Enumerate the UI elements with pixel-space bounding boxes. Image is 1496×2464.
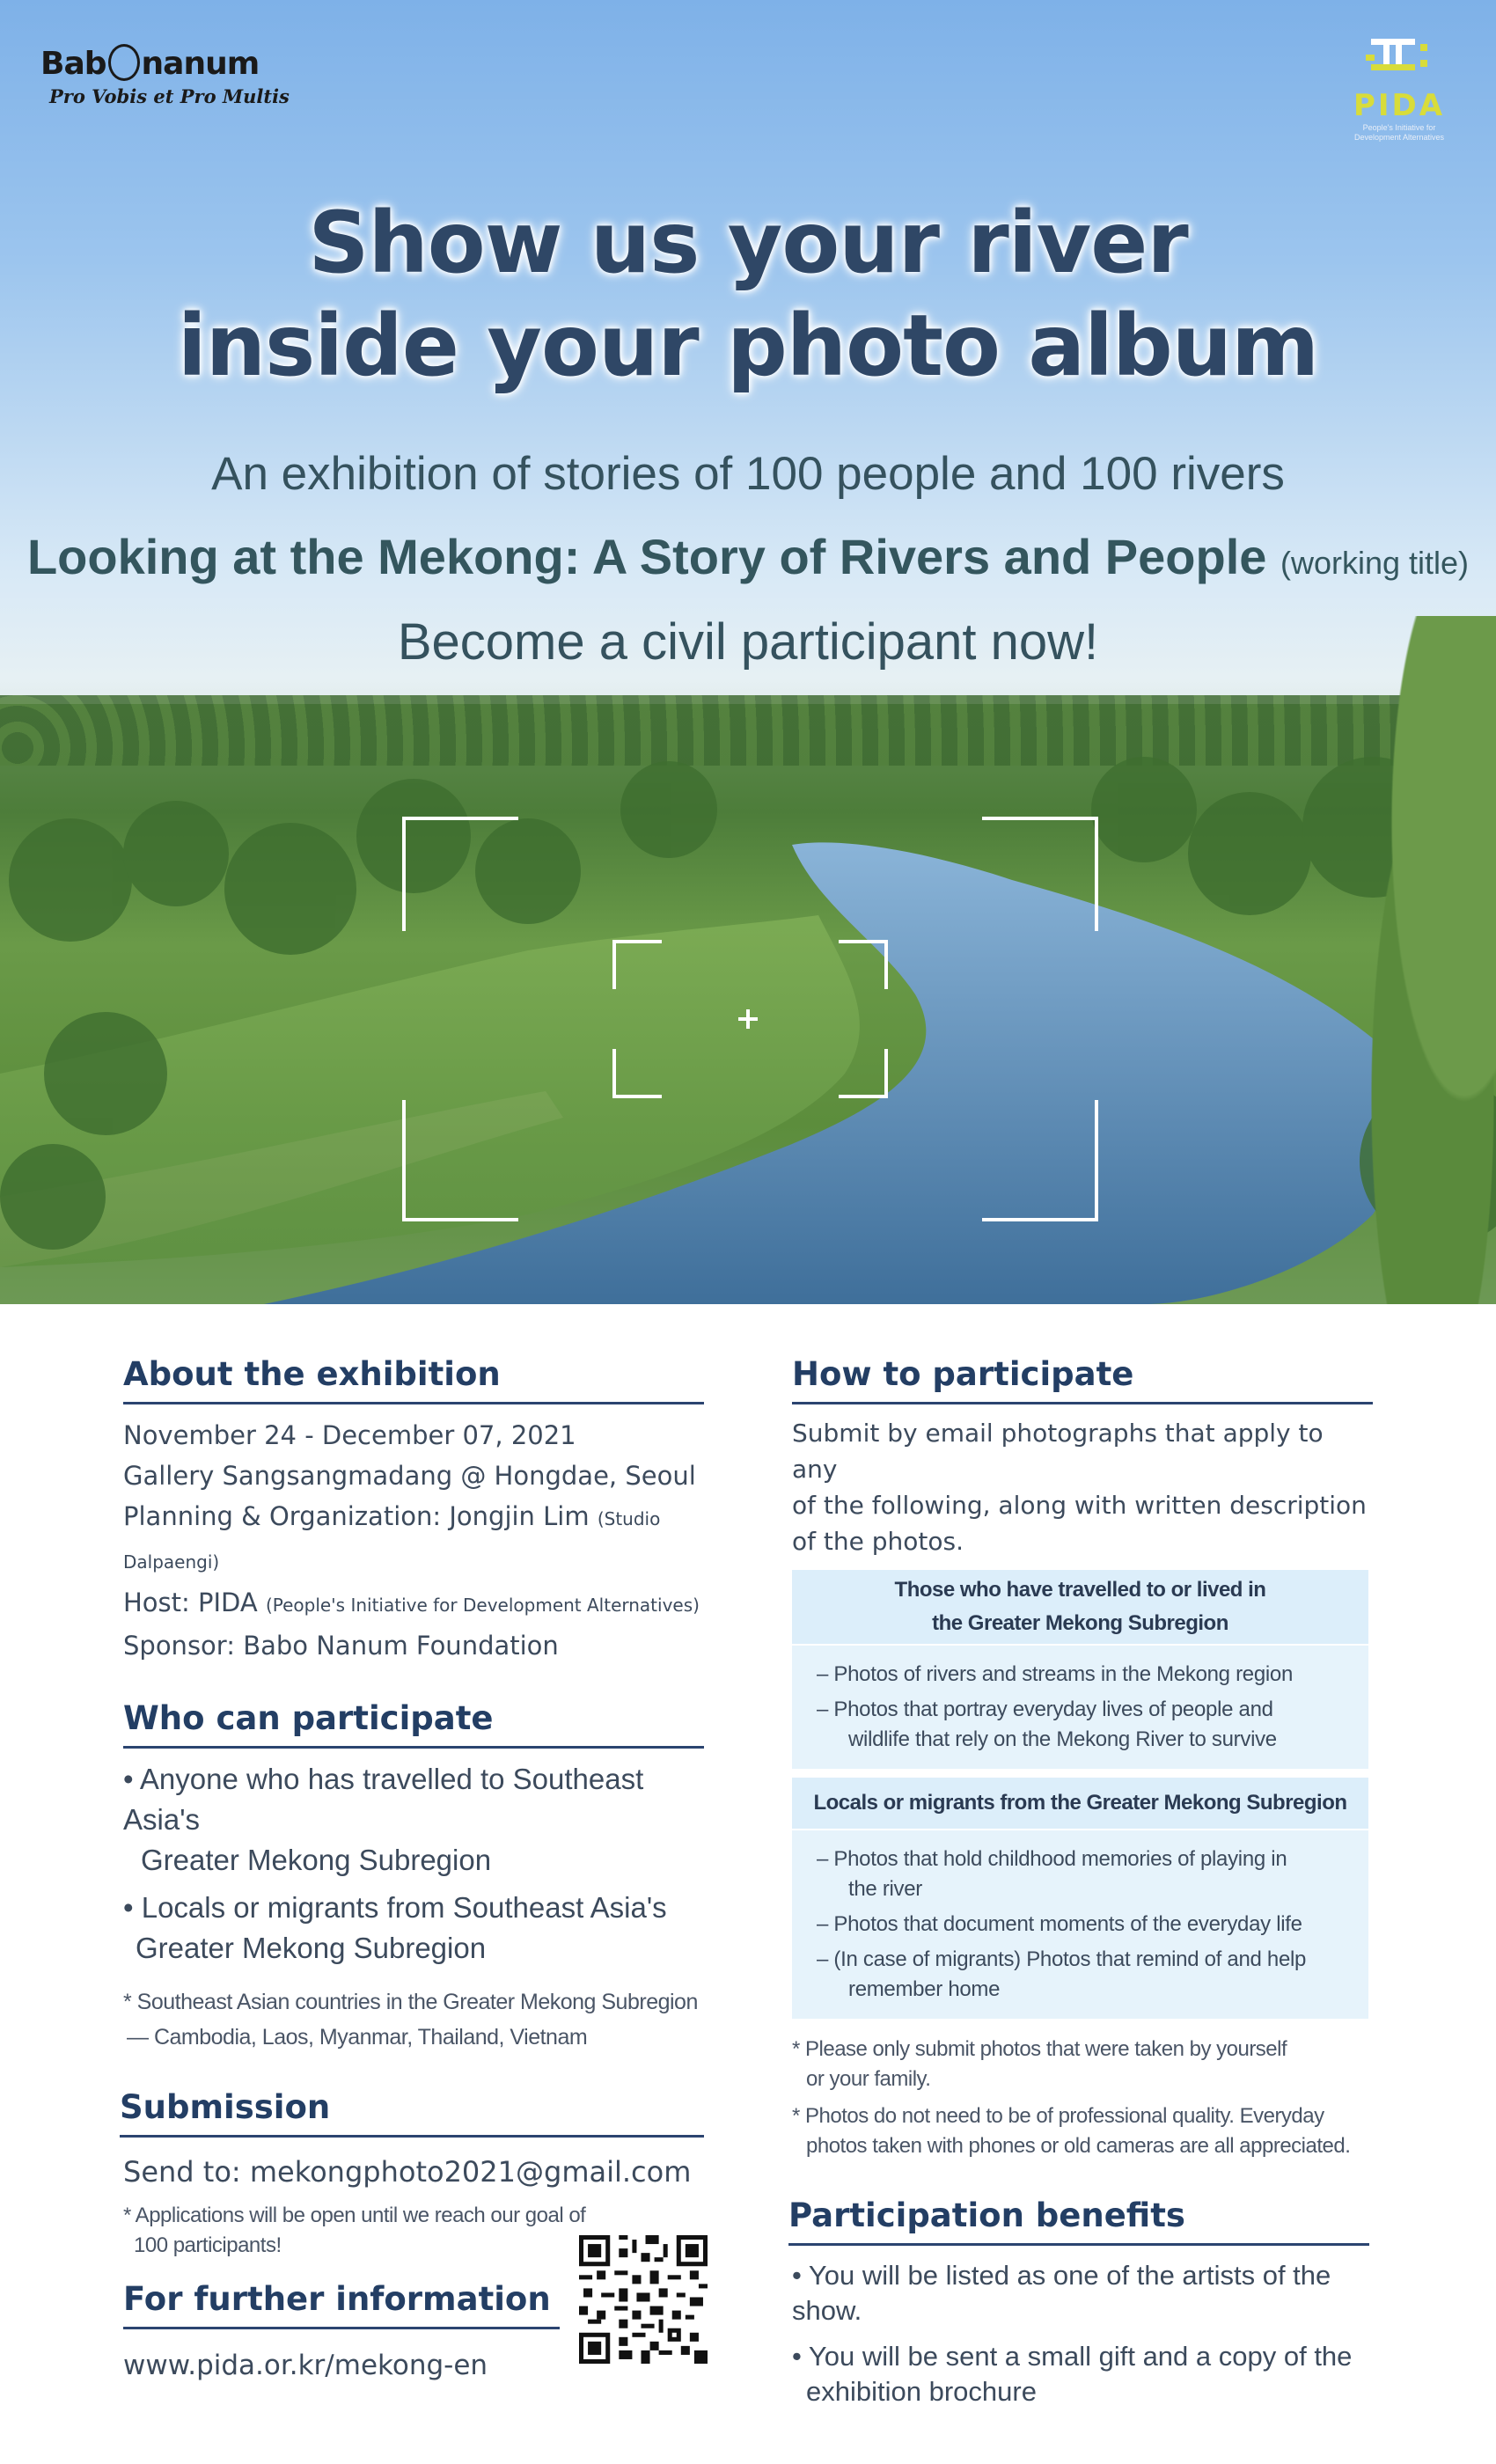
about-dates: November 24 - December 07, 2021 (123, 1420, 576, 1450)
who-note (123, 1984, 704, 2055)
about-planning (123, 1496, 704, 1582)
about-heading: About the exhibition (123, 1355, 704, 1404)
how-note-2 (792, 2101, 1373, 2161)
group-1-heading (792, 1570, 1368, 1644)
how-note-1-line2: or your family. (806, 2067, 931, 2091)
pida-wordmark: PIDA (1353, 88, 1446, 123)
benefit-item-2-line1: • You will be sent a small gift and a copy of the (792, 2341, 1353, 2372)
babo-nanum-logo (40, 46, 290, 107)
list-item (817, 1945, 1351, 2005)
who-item-1-line2: Greater Mekong Subregion (141, 1844, 492, 1876)
how-intro (792, 1415, 1373, 1559)
who-item-1 (123, 1759, 704, 1881)
who-item-2 (123, 1888, 704, 1969)
group-2-list (792, 1829, 1368, 2019)
further-heading: For further information (123, 2280, 560, 2329)
foreground-tree (1338, 616, 1496, 1304)
group-1-heading-line2: the Greater Mekong Subregion (932, 1611, 1228, 1635)
pida-logo (1346, 35, 1452, 143)
group-1-list (792, 1644, 1368, 1769)
hero-subtitle-1: An exhibition of stories of 100 people and 100 rivers (211, 448, 1285, 500)
group-2-item-3-line2: remember home (848, 1977, 1001, 2001)
hero-subtitle-3: Become a civil participant now! (397, 613, 1099, 671)
how-note-2-line2: photos taken with phones or old cameras are all appreciated. (806, 2134, 1351, 2158)
further-url[interactable]: www.pida.or.kr/mekong-en (123, 2350, 488, 2381)
who-item-1-line1: • Anyone who has travelled to Southeast Asia's (123, 1763, 644, 1836)
planning-note: (Studio Dalpaengi) (123, 1508, 661, 1573)
how-intro-line3: of the photos. (792, 1527, 964, 1556)
qr-code-icon[interactable] (579, 2235, 708, 2364)
group-2-item-3-line1: – (In case of migrants) Photos that remind of and help (817, 1947, 1307, 1971)
right-column (788, 1355, 1373, 2409)
who-note-line1: * Southeast Asian countries in the Greater Mekong Subregion (123, 1990, 698, 2014)
group-2-item-1-line2: the river (848, 1877, 922, 1901)
submission-send-to: Send to: mekongphoto2021@gmail.com (123, 2155, 692, 2189)
hero-subtitle-2 (0, 528, 1496, 585)
who-note-line2: — Cambodia, Laos, Myanmar, Thailand, Vietnam (127, 2025, 588, 2050)
list-item (817, 1695, 1351, 1755)
who-item-2-line2: Greater Mekong Subregion (136, 1932, 487, 1964)
group-2-heading: Locals or migrants from the Greater Mekong Subregion (792, 1778, 1368, 1829)
hero-title-line1: Show us your river (308, 194, 1188, 292)
hero-title-line2: inside your photo album (177, 297, 1319, 395)
host-text: Host: PIDA (123, 1588, 258, 1617)
left-column (120, 1355, 704, 2386)
submission-note-line1: * Applications will be open until we reach our goal of (123, 2204, 586, 2227)
host-note: (People's Initiative for Development Alternatives) (265, 1595, 700, 1616)
list-item (817, 1660, 1351, 1690)
how-note-1 (792, 2035, 1373, 2094)
exhibition-title: Looking at the Mekong: A Story of Rivers and People (26, 529, 1267, 584)
benefit-item-2 (792, 2339, 1373, 2409)
list-item (817, 1844, 1351, 1904)
about-sponsor: Sponsor: Babo Nanum Foundation (123, 1631, 559, 1661)
group-1-item-1: – Photos of rivers and streams in the Mekong region (817, 1662, 1293, 1686)
group-2-item-2: – Photos that document moments of the everyday life (817, 1912, 1302, 1936)
participation-group-2 (792, 1778, 1368, 2019)
group-1-heading-line1: Those who have travelled to or lived in (894, 1578, 1266, 1602)
how-intro-line1: Submit by email photographs that apply to any (792, 1419, 1324, 1484)
benefit-item-2-line2: exhibition brochure (806, 2376, 1037, 2407)
list-item (817, 1910, 1351, 1940)
how-heading: How to participate (792, 1355, 1373, 1404)
benefit-item-1: • You will be listed as one of the artists of the show. (792, 2260, 1331, 2326)
submission-note-line2: 100 participants! (134, 2233, 282, 2257)
who-item-2-line1: • Locals or migrants from Southeast Asia's (123, 1891, 667, 1924)
working-title-note: (working title) (1280, 545, 1470, 581)
logo-wordmark-part1: Bab (40, 46, 106, 82)
how-note-2-line1: * Photos do not need to be of professional quality. Everyday (792, 2104, 1324, 2128)
logo-wordmark-part2: nanum (141, 46, 260, 82)
group-1-item-2-line1: – Photos that portray everyday lives of people and (817, 1698, 1273, 1721)
river-illustration (0, 704, 1496, 1304)
benefits-heading: Participation benefits (788, 2196, 1369, 2246)
submission-heading: Submission (120, 2088, 704, 2138)
pida-subtitle-1: People's Initiative for (1362, 123, 1436, 132)
how-note-1-line1: * Please only submit photos that were taken by yourself (792, 2037, 1287, 2061)
about-host (123, 1582, 704, 1625)
face-icon (108, 44, 140, 81)
benefits-list (792, 2258, 1373, 2409)
group-1-item-2-line2: wildlife that rely on the Mekong River to survive (848, 1727, 1277, 1751)
who-heading: Who can participate (123, 1699, 704, 1749)
how-notes (792, 2035, 1373, 2161)
pida-mark-icon (1364, 35, 1434, 79)
planning-text: Planning & Organization: Jongjin Lim (123, 1501, 590, 1531)
logo-tagline: Pro Vobis et Pro Multis (49, 85, 290, 107)
about-venue: Gallery Sangsangmadang @ Hongdae, Seoul (123, 1461, 696, 1491)
participation-group-1 (792, 1570, 1368, 1769)
how-intro-line2: of the following, along with written description (792, 1491, 1367, 1520)
pida-subtitle-2: Development Alternatives (1353, 133, 1445, 142)
group-2-item-1-line1: – Photos that hold childhood memories of playing in (817, 1847, 1287, 1871)
